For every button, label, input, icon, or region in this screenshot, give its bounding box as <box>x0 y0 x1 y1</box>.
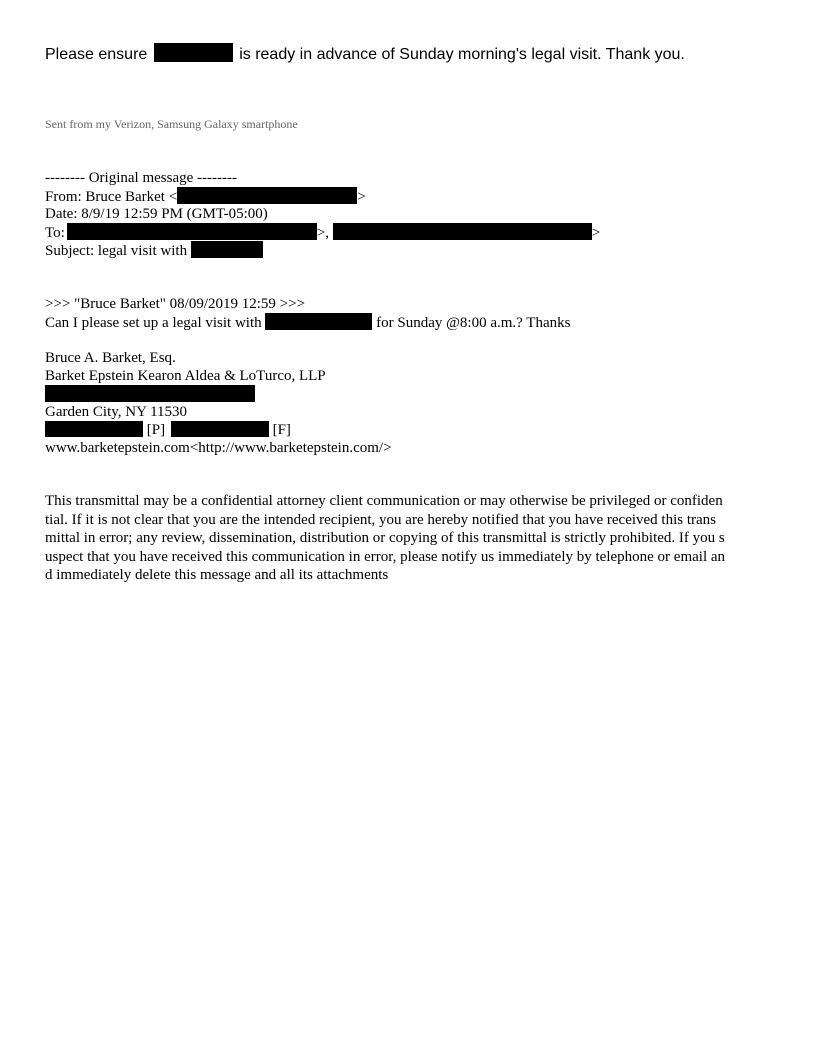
quoted-body-after: for Sunday @8:00 a.m.? Thanks <box>376 315 571 331</box>
disclaimer-line: uspect that you have received this communication in error, please notify us immediately by telephone or email an <box>45 548 726 565</box>
header-to <box>45 223 600 241</box>
disclaimer-line: tial. If it is not clear that you are the intended recipient, you are hereby notified that you have received this trans <box>45 511 717 528</box>
redaction-box <box>177 187 357 204</box>
intro-text-before: Please ensure <box>45 46 148 63</box>
intro-text-after: is ready in advance of Sunday morning's legal visit. Thank you. <box>239 46 685 63</box>
contact-website: www.barketepstein.com<http://www.barketepstein.com/> <box>45 440 392 456</box>
quoted-body-before: Can I please set up a legal visit with <box>45 315 262 331</box>
from-label: From: Bruce Barket < <box>45 189 178 205</box>
redaction-box <box>333 223 592 240</box>
to-close: > <box>591 225 601 241</box>
redaction-box <box>45 385 255 402</box>
header-from <box>45 187 600 205</box>
redaction-box <box>171 421 269 437</box>
legal-disclaimer <box>45 492 780 585</box>
redaction-box <box>45 421 143 437</box>
header-date: Date: 8/9/19 12:59 PM (GMT-05:00) <box>45 206 268 222</box>
contact-address <box>45 385 392 403</box>
quoted-body <box>45 313 570 331</box>
from-close: > <box>357 189 366 205</box>
contact-name: Bruce A. Barket, Esq. <box>45 350 176 366</box>
redaction-box <box>154 43 233 62</box>
quoted-header: >>> "Bruce Barket" 08/09/2019 12:59 >>> <box>45 296 306 312</box>
disclaimer-line: mittal in error; any review, dissemination, distribution or copying of this transmittal is strictly prohibited. If you s <box>45 530 725 546</box>
redaction-box <box>67 223 317 240</box>
fax-suffix: [F] <box>272 422 291 438</box>
quoted-message <box>45 295 570 331</box>
phone-suffix: [P] <box>146 422 166 438</box>
contact-firm: Barket Epstein Kearon Aldea & LoTurco, LLP <box>45 368 326 384</box>
disclaimer-line: This transmittal may be a confidential attorney client communication or may otherwise be privileged or confiden <box>45 493 723 509</box>
subject-label: Subject: legal visit with <box>45 243 188 259</box>
contact-phone-fax <box>45 421 392 439</box>
redaction-box <box>265 313 372 330</box>
redaction-box <box>191 241 263 258</box>
mobile-signature: Sent from my Verizon, Samsung Galaxy smartphone <box>45 117 298 131</box>
original-message-header <box>45 169 600 259</box>
disclaimer-line: d immediately delete this message and all its attachments <box>45 567 389 583</box>
to-label: To: <box>45 225 65 241</box>
intro-line <box>45 43 685 65</box>
header-subject <box>45 241 600 259</box>
to-separator: >, <box>316 225 330 241</box>
contact-city: Garden City, NY 11530 <box>45 404 188 420</box>
contact-block <box>45 349 392 457</box>
header-divider: -------- Original message -------- <box>45 170 237 186</box>
